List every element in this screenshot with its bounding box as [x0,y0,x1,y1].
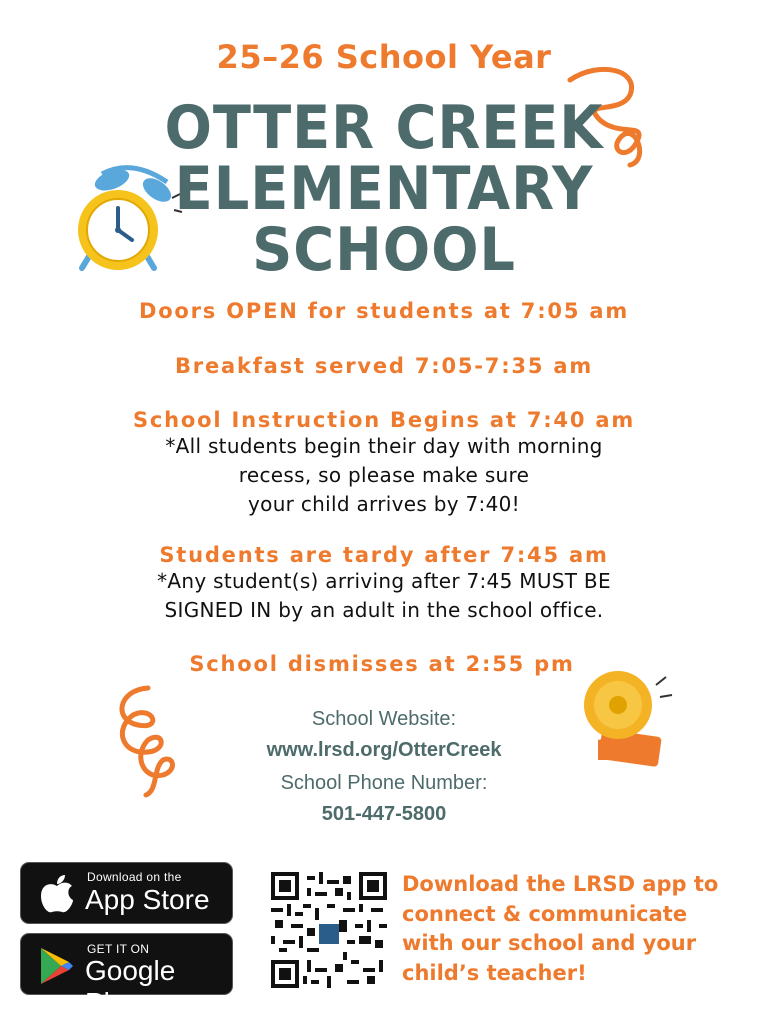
promo-line-2: connect & communicate [402,901,688,926]
app-store-small-text: Download on the [87,870,182,884]
instruction-note-line-3: your child arrives by 7:40! [248,492,520,516]
tardy-time: Students are tardy after 7:45 am [159,543,609,567]
website-label: School Website: [311,708,457,730]
promo-line-3: with our school and your [402,931,697,955]
instruction-note-line-2: recess, so please make sure [238,463,530,487]
promo-line-1: Download the LRSD app to [402,872,719,896]
school-name-line-1: OTTER CREEK [164,93,604,163]
tardy-note-line-1: *Any student(s) arriving after 7:45 MUST BE [157,569,611,593]
school-name-line-3: SCHOOL [252,215,516,285]
google-play-small-text: GET IT ON [87,942,150,956]
google-play-badge[interactable] [20,933,233,1018]
doors-open-time: Doors OPEN for students at 7:05 am [138,299,630,323]
breakfast-time: Breakfast served 7:05-7:35 am [174,354,594,378]
qr-code[interactable] [271,872,387,988]
google-play-icon [39,946,75,986]
dismissal-time: School dismisses at 2:55 pm [189,652,575,676]
app-promo-text [402,870,752,988]
promo-line-4: child’s teacher! [402,960,587,985]
phone-label: School Phone Number: [280,772,488,794]
app-store-badge[interactable] [20,862,233,924]
website-link[interactable]: www.lrsd.org/OtterCreek [266,739,502,761]
instruction-start-time: School Instruction Begins at 7:40 am [132,408,636,432]
tardy-note-line-2: SIGNED IN by an adult in the school office. [164,598,604,622]
app-store-big-text: App Store [85,884,210,915]
instruction-note-line-1: *All students begin their day with morning [165,434,603,458]
google-play-big-text: Google Play [85,955,176,1018]
school-year-heading: 25–26 School Year [216,38,552,76]
phone-number[interactable]: 501-447-5800 [321,803,447,825]
apple-icon [39,874,75,914]
school-name-line-2: ELEMENTARY [174,154,594,224]
